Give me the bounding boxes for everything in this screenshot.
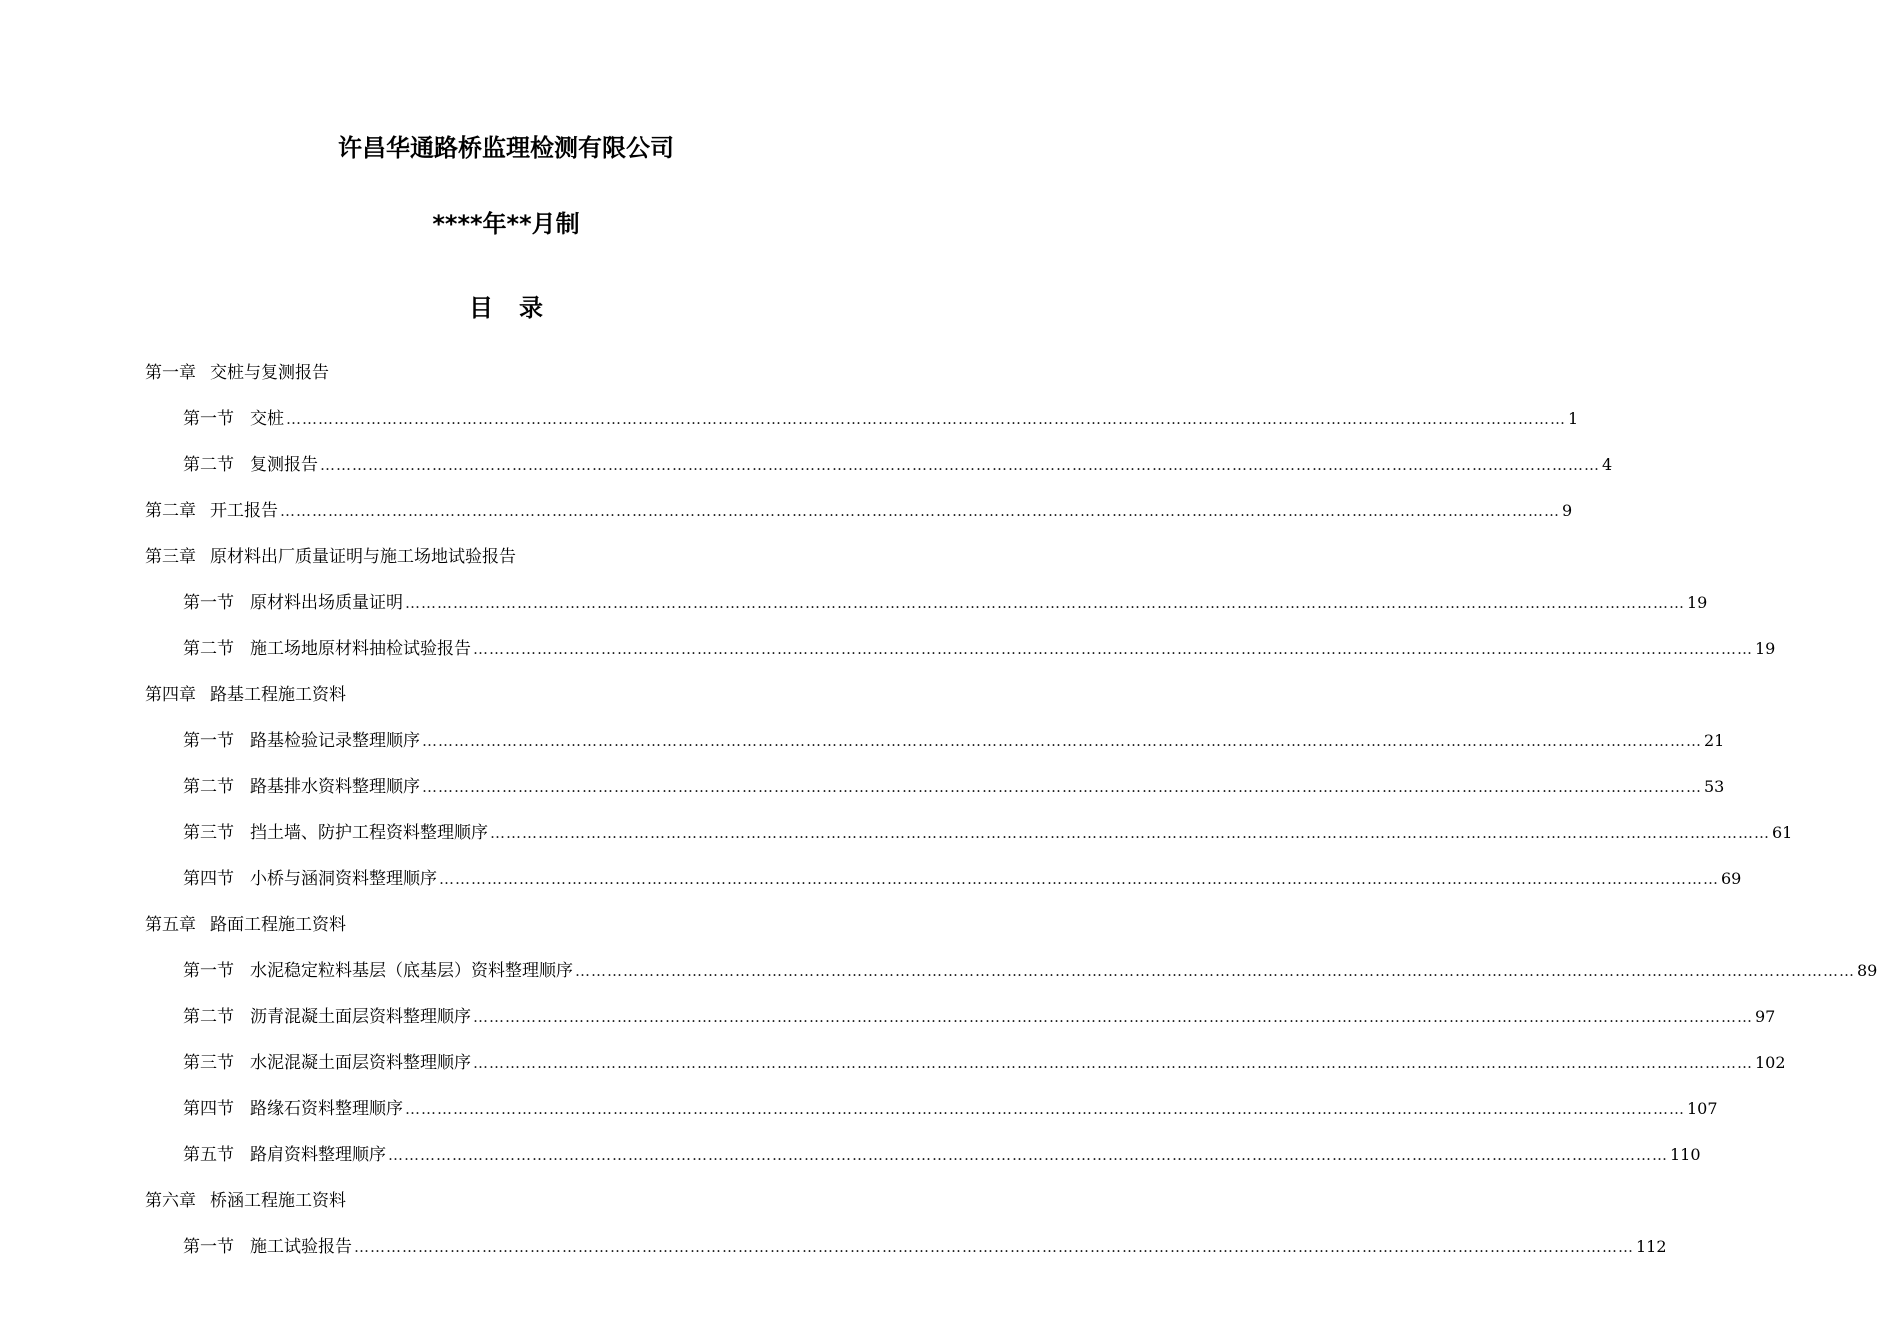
toc-section-entry <box>183 727 1725 755</box>
toc-page-number: 89 <box>1857 961 1877 980</box>
toc-entry-title: 开工报告 <box>210 501 278 521</box>
toc-entry-title: 路基检验记录整理顺序 <box>250 731 420 751</box>
toc-chapter-entry <box>145 543 516 571</box>
toc-page-number: 4 <box>1602 455 1613 474</box>
toc-entry-number: 第五节 <box>183 1145 234 1165</box>
toc-chapter-entry <box>145 497 1573 525</box>
toc-section-entry <box>183 865 1742 893</box>
toc-dot-leader: …………………………………………………………………………………………………………………………………………………………………………………………………………………… <box>405 1100 1685 1118</box>
toc-entry-number: 第一节 <box>183 731 234 751</box>
toc-page-number: 9 <box>1562 501 1573 520</box>
toc-dot-leader: …………………………………………………………………………………………………………………………………………………………………………………………………………………… <box>354 1238 1634 1256</box>
toc-section-entry <box>183 635 1776 663</box>
toc-entry-title: 原材料出场质量证明 <box>250 593 403 613</box>
toc-entry-number: 第二章 <box>145 501 196 521</box>
toc-entry-title: 施工场地原材料抽检试验报告 <box>250 639 471 659</box>
toc-page-number: 102 <box>1755 1053 1786 1072</box>
toc-entry-title: 小桥与涵洞资料整理顺序 <box>250 869 437 889</box>
toc-chapter-entry <box>145 1187 346 1215</box>
toc-entry-title: 路基工程施工资料 <box>210 685 346 705</box>
toc-dot-leader: …………………………………………………………………………………………………………………………………………………………………………………………………………………… <box>473 1008 1753 1026</box>
toc-dot-leader: …………………………………………………………………………………………………………………………………………………………………………………………………………………… <box>473 1054 1753 1072</box>
toc-entry-title: 施工试验报告 <box>250 1237 352 1257</box>
toc-dot-leader: …………………………………………………………………………………………………………………………………………………………………………………………………………………… <box>405 594 1685 612</box>
toc-section-entry <box>183 819 1793 847</box>
toc-entry-title: 原材料出厂质量证明与施工场地试验报告 <box>210 547 516 567</box>
toc-entry-title: 路面工程施工资料 <box>210 915 346 935</box>
date-line: ****年**月制 <box>432 210 580 238</box>
toc-dot-leader: …………………………………………………………………………………………………………………………………………………………………………………………………………………… <box>490 824 1770 842</box>
toc-section-entry <box>183 1141 1701 1169</box>
toc-entry-number: 第四章 <box>145 685 196 705</box>
toc-dot-leader: …………………………………………………………………………………………………………………………………………………………………………………………………………………… <box>286 410 1566 428</box>
toc-chapter-entry <box>145 681 346 709</box>
toc-entry-title: 交桩 <box>250 409 284 429</box>
toc-section-entry <box>183 1003 1776 1031</box>
toc-entry-number: 第二节 <box>183 1007 234 1027</box>
toc-page-number: 112 <box>1636 1237 1667 1256</box>
toc-page-number: 107 <box>1687 1099 1718 1118</box>
toc-section-entry <box>183 589 1708 617</box>
toc-entry-number: 第四节 <box>183 1099 234 1119</box>
toc-section-entry <box>183 1049 1786 1077</box>
toc-page-number: 61 <box>1772 823 1793 842</box>
toc-section-entry <box>183 451 1613 479</box>
toc-entry-title: 水泥稳定粒料基层（底基层）资料整理顺序 <box>250 961 573 981</box>
toc-section-entry <box>183 1095 1718 1123</box>
toc-page-number: 19 <box>1755 639 1776 658</box>
toc-entry-title: 水泥混凝土面层资料整理顺序 <box>250 1053 471 1073</box>
toc-entry-title: 路基排水资料整理顺序 <box>250 777 420 797</box>
toc-dot-leader: …………………………………………………………………………………………………………………………………………………………………………………………………………………… <box>422 732 1702 750</box>
toc-entry-title: 复测报告 <box>250 455 318 475</box>
toc-section-entry <box>183 405 1579 433</box>
toc-entry-title: 沥青混凝土面层资料整理顺序 <box>250 1007 471 1027</box>
toc-entry-number: 第一节 <box>183 593 234 613</box>
toc-entry-title: 交桩与复测报告 <box>210 363 329 383</box>
toc-entry-title: 挡土墙、防护工程资料整理顺序 <box>250 823 488 843</box>
toc-dot-leader: …………………………………………………………………………………………………………………………………………………………………………………………………………………… <box>280 502 1560 520</box>
toc-entry-title: 路缘石资料整理顺序 <box>250 1099 403 1119</box>
toc-entry-title: 路肩资料整理顺序 <box>250 1145 386 1165</box>
toc-page-number: 69 <box>1721 869 1742 888</box>
toc-title-char: 录 <box>519 294 543 322</box>
toc-entry-number: 第一章 <box>145 363 196 383</box>
toc-page-number: 53 <box>1704 777 1725 796</box>
toc-entry-title: 桥涵工程施工资料 <box>210 1191 346 1211</box>
toc-entry-number: 第三节 <box>183 823 234 843</box>
toc-entry-number: 第二节 <box>183 777 234 797</box>
toc-entry-number: 第二节 <box>183 455 234 475</box>
toc-entry-number: 第一节 <box>183 409 234 429</box>
toc-section-entry <box>183 957 1877 985</box>
toc-dot-leader: …………………………………………………………………………………………………………………………………………………………………………………………………………………… <box>439 870 1719 888</box>
toc-entry-number: 第二节 <box>183 639 234 659</box>
company-name: 许昌华通路桥监理检测有限公司 <box>338 134 674 162</box>
toc-entry-number: 第六章 <box>145 1191 196 1211</box>
toc-entry-number: 第四节 <box>183 869 234 889</box>
toc-entry-number: 第三节 <box>183 1053 234 1073</box>
toc-chapter-entry <box>145 911 346 939</box>
toc-entry-number: 第五章 <box>145 915 196 935</box>
toc-chapter-entry <box>145 359 329 387</box>
toc-page-number: 97 <box>1755 1007 1776 1026</box>
toc-entry-number: 第一节 <box>183 961 234 981</box>
toc-entry-number: 第三章 <box>145 547 196 567</box>
toc-dot-leader: …………………………………………………………………………………………………………………………………………………………………………………………………………………… <box>388 1146 1668 1164</box>
toc-title-char: 目 <box>469 294 493 322</box>
toc-dot-leader: …………………………………………………………………………………………………………………………………………………………………………………………………………………… <box>473 640 1753 658</box>
toc-dot-leader: …………………………………………………………………………………………………………………………………………………………………………………………………………………… <box>320 456 1600 474</box>
toc-section-entry <box>183 773 1725 801</box>
toc-dot-leader: …………………………………………………………………………………………………………………………………………………………………………………………………………………… <box>422 778 1702 796</box>
toc-page-number: 19 <box>1687 593 1708 612</box>
toc-page-number: 21 <box>1704 731 1725 750</box>
toc-entry-number: 第一节 <box>183 1237 234 1257</box>
toc-page-number: 1 <box>1568 409 1579 428</box>
toc-dot-leader: …………………………………………………………………………………………………………………………………………………………………………………………………………………… <box>575 962 1855 980</box>
toc-section-entry <box>183 1233 1667 1261</box>
toc-page-number: 110 <box>1670 1145 1701 1164</box>
